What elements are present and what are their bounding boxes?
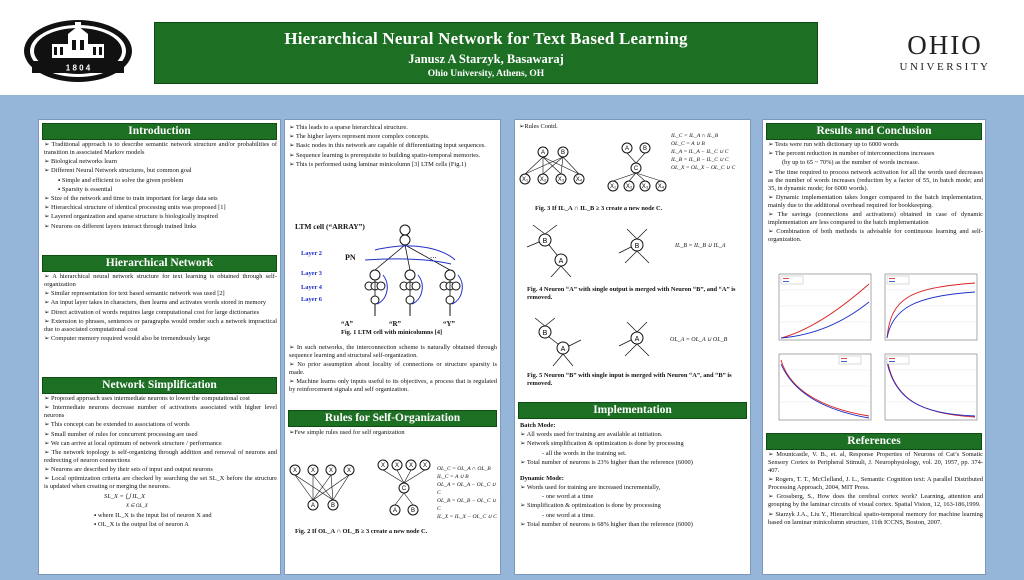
col2-list	[289, 124, 497, 170]
batch-title: Batch Mode:	[520, 422, 556, 429]
dyn-item: ➢ Words used for training are increased incrementally,	[520, 483, 661, 491]
simp-title: Network Simplification	[42, 377, 277, 394]
ref-item: ➢ Starzyk J.A., Liu Y., Hierarchical spatio-temporal memory for machine learning based on laminar minicolumn structure, 11th ICCNS, Boston, 2007.	[768, 510, 983, 526]
letter-y: “Y”	[443, 320, 456, 328]
hnn-item: ➢ A hierarchical neural network structure for text learning is obtained through self-organization	[44, 273, 277, 288]
fig4-equation: IL_B = IL_B ∪ IL_A	[675, 243, 726, 249]
letter-a: “A”	[341, 320, 354, 328]
simp-item: ▪ where IL_X is the input list of neuron X and	[94, 511, 212, 519]
poster-affiliation: Ohio University, Athens, OH	[427, 69, 545, 79]
svg-text:B: B	[542, 330, 548, 337]
poster-title: Hierarchical Neural Network for Text Based Learning	[284, 29, 688, 48]
fig2-eq: OL_C = OL_A ∩ OL_B	[437, 466, 491, 472]
column-1	[38, 119, 281, 575]
layer-4-label: Layer 4	[301, 284, 323, 291]
svg-text:X₄: X₄	[575, 177, 583, 183]
svg-text:B: B	[330, 503, 336, 509]
dyn-item: ➢ Total number of neurons is 68% higher than the reference (6000)	[520, 520, 693, 528]
results-item: ➢ Tests were run with dictionary up to 6000 words	[768, 141, 899, 148]
batch-item: ➢ Total number of neurons is 23% higher than the reference (6000)	[520, 458, 693, 466]
svg-text:X₂: X₂	[625, 184, 633, 190]
letter-r: “R”	[389, 320, 402, 328]
svg-text:B: B	[410, 508, 416, 514]
seal-year: 1 8 0 4	[65, 63, 91, 73]
svg-text:A: A	[310, 503, 316, 509]
col2-item: ➢ This is performed using laminar minicolumn [3] LTM cells (Fig.1)	[289, 160, 467, 168]
svg-text:A: A	[560, 346, 566, 353]
plot-4	[885, 354, 977, 420]
simp-item: ➢ Intermediate neurons decrease number of activations associated with higher level neurons	[44, 404, 277, 420]
svg-text:A: A	[540, 150, 546, 156]
simp-item: ➢ Local optimization criteria are checked by searching the set SL_X before the structure is updated when creating or merging the neurons.	[44, 475, 277, 491]
ohio-university-logo	[880, 32, 1010, 73]
fig5-equation: OL_A = OL_A ∪ OL_B	[670, 337, 728, 343]
fig2-equations	[437, 465, 499, 521]
rules-intro: ➢Few simple rules used for self organization	[289, 429, 405, 436]
intro-item: ➢ Biological networks learn	[44, 158, 117, 166]
fig5-caption: Fig. 5 Neuron “B” with single input is merged with Neuron “A”, and “B” is removed.	[527, 372, 732, 387]
intro-title: Introduction	[42, 123, 277, 140]
intro-item: ➢ Size of the network and time to train important for large data sets	[44, 194, 218, 202]
svg-text:X: X	[408, 463, 414, 469]
fig2-eq: IL_C = A ∪ B	[437, 474, 469, 480]
dyn-title: Dynamic Mode:	[520, 474, 564, 482]
ohio-logo-top: OHIO	[907, 30, 983, 60]
intro-item: ▪ Sparsity is essential	[58, 185, 113, 193]
results-item: ➢ Dynamic implementation takes longer compared to the batch implementation, mainly due to the additional overhead required for bookkeeping.	[768, 193, 983, 209]
fig2-result-diagram	[375, 455, 435, 535]
refs-list	[768, 451, 983, 528]
university-seal-icon	[22, 18, 134, 84]
hnn-item: ➢ Direct activation of words requires large computational cost for large dictionaries	[44, 308, 260, 316]
layer-2-label: Layer 2	[301, 250, 323, 257]
fig3-eq: OL_X = OL_X − OL_C ∪ C	[671, 165, 736, 171]
simp-item: ➢ We can arrive at local optimum of network structure / performance	[44, 439, 222, 447]
rules-title: Rules for Self-Organization	[288, 410, 497, 427]
intro-list	[44, 141, 277, 232]
plot-2	[885, 274, 977, 340]
simp-list	[44, 395, 277, 530]
title-banner	[154, 22, 818, 84]
ltm-label: LTM cell (“ARRAY”)	[295, 222, 365, 231]
svg-text:B: B	[542, 238, 548, 245]
ohio-logo-bottom: UNIVERSITY	[899, 61, 991, 73]
fig2-eq: IL_X = IL_X − OL_C ∪ C	[437, 514, 497, 520]
fig1-caption: Fig. 1 LTM cell with minicolumns [4]	[341, 329, 443, 336]
hnn-item: ➢ Extension to phrases, sentences or paragraphs would render such a network impractical due to associated computational cost	[44, 317, 277, 333]
col2-item: ➢ Basic nodes in this network are capable of differentiating input sequences.	[289, 142, 486, 150]
batch-item: ➢ All words used for training are available at initiation.	[520, 431, 663, 439]
impl-list	[520, 422, 748, 530]
fig2-caption: Fig. 2 If OL_A ∩ OL_B ≥ 3 create a new node C.	[295, 528, 428, 535]
simp-formula: SL_X = ⋃ IL_X	[104, 493, 145, 501]
hnn-title: Hierarchical Network	[42, 255, 277, 272]
ltm-cell-diagram	[355, 220, 495, 320]
poster-authors: Janusz A Starzyk, Basawaraj	[408, 52, 564, 66]
fig3-caption: Fig. 3 If IL_A ∩ IL_B ≥ 3 create a new node C.	[535, 205, 663, 212]
results-plots	[769, 268, 981, 428]
svg-text:A: A	[624, 146, 630, 152]
results-item: ➢ Combination of both methods is advisable for continuous learning and self-organization.	[768, 228, 983, 244]
column-4	[762, 119, 986, 575]
hnn-item: ➢ Similar representation for text based semantic network was used [2]	[44, 290, 225, 298]
impl-title: Implementation	[518, 402, 747, 419]
intro-item: ➢ Neurons on different layers interact through trained links	[44, 222, 197, 230]
svg-text:B: B	[560, 150, 566, 156]
col2-item: ➢ In such networks, the interconnection scheme is naturally obtained through sequence learning and structural self-organization.	[289, 344, 497, 359]
svg-text:A: A	[392, 508, 398, 514]
ref-item: ➢ Rogers, T. T., McClelland, J. L., Semantic Cognition text: A parallel Distributed Processing Approach, 2004, MIT Press.	[768, 476, 983, 492]
results-item: ➢ The savings (connections and activations) obtained in case of dynamic implementation are less compared to the batch implementation	[768, 210, 983, 226]
plot-3	[779, 354, 871, 420]
svg-text:...: ...	[430, 251, 437, 260]
rules-contd: ➢Rules Contd.	[519, 123, 558, 130]
col2-item: ➢ Machine learns only inputs useful to its objectives, a process that is regulated by reinforcement signals and self organization.	[289, 378, 497, 394]
simp-item: ➢ Small number of rules for concurrent processing are used	[44, 430, 198, 438]
ref-item: ➢ Mountcastle, V. B., et. al, Response Properties of Neurons of Cat’s Somatic Sensory Cortex to Peripheral Stimuli, J. Neurophysiology, vol. 20, 1957, pp. 374-407.	[768, 451, 983, 474]
svg-text:C: C	[633, 166, 639, 172]
fig5-diagram	[525, 318, 665, 370]
intro-item: ➢ Hierarchical structure of identical processing units was proposed [1]	[44, 204, 226, 212]
layer-6-label: Layer 6	[301, 296, 323, 303]
ref-item: ➢ Grossberg, S., How does the cerebral cortex work? Learning, attention and grouping by the laminar circuits of visual cortex. Spatial Vision, 12, 163-186,1999.	[768, 493, 983, 509]
col2-item: ➢ Sequence learning is prerequisite to building spatio-temporal memories.	[289, 151, 481, 159]
fig3-eq: IL_B = IL_B − IL_C ∪ C	[671, 157, 729, 163]
svg-text:X: X	[328, 468, 334, 474]
svg-text:B: B	[634, 243, 640, 250]
col2-item: ➢ No prior assumption about locality of connections or structure sparsity is made.	[289, 361, 497, 377]
fig4-caption: Fig. 4 Neuron “A” with single output is merged with Neuron “B”, and “A” is removed.	[527, 286, 736, 301]
layer-3-label: Layer 3	[301, 270, 323, 277]
intro-item: ➢ Traditional approach is to describe semantic network structure and/or probabilities of transition in associated Markov models	[44, 141, 277, 156]
col2-item: ➢ The higher layers represent more complex concepts.	[289, 133, 430, 141]
dyn-item: ➢ Simplification & optimization is done by processing	[520, 502, 661, 510]
svg-text:X₁: X₁	[521, 177, 529, 183]
col2-item: ➢ This leads to a sparse hierarchical structure.	[289, 124, 408, 131]
simp-item: ➢ Neurons are described by their sets of input and output neurons	[44, 466, 213, 474]
simp-formula-sub: X ∈ OL_X	[126, 503, 148, 509]
simp-item: ➢ Proposed approach uses intermediate neurons to lower the computational cost	[44, 395, 250, 402]
results-item: (by up to 65 ~ 70%) as the number of words increase.	[782, 159, 920, 167]
simp-item: ➢ The network topology is self-organizing through addition and removal of neurons and redirecting of neuron connections	[44, 448, 277, 464]
svg-text:X₃: X₃	[641, 184, 649, 190]
plot-1	[779, 274, 871, 340]
fig2-diagram	[287, 455, 373, 525]
results-title: Results and Conclusion	[766, 123, 982, 140]
fig3-diagram	[517, 134, 667, 204]
fig3-eq: OL_C = A ∪ B	[671, 141, 705, 147]
svg-text:B: B	[642, 146, 648, 152]
results-list	[768, 141, 983, 245]
batch-item: - all the words in the training set.	[542, 449, 627, 457]
intro-item: ▪ Simple and efficient to solve the given problem	[58, 176, 184, 184]
svg-text:C: C	[401, 486, 407, 492]
dyn-item: - one word at a time	[542, 493, 594, 501]
pn-label: PN	[345, 253, 356, 262]
column-3	[514, 119, 751, 575]
hnn-item: ➢ An input layer takes in characters, then learns and activates words stored in memory	[44, 299, 267, 307]
hnn-item: ➢ Computer memory required would also be tremendously large	[44, 334, 211, 342]
fig3-eq: IL_C = IL_A ∩ IL_B	[671, 133, 719, 139]
fig3-equations	[671, 132, 749, 172]
svg-text:X: X	[292, 468, 298, 474]
svg-text:A: A	[634, 336, 640, 343]
svg-text:X: X	[394, 463, 400, 469]
hnn-list	[44, 273, 277, 344]
poster-header	[0, 0, 1024, 95]
fig2-eq: OL_B = OL_B − OL_C ∪ C	[437, 498, 497, 512]
fig2-eq: OL_A = OL_A − OL_C ∪ C	[437, 482, 496, 496]
results-item: ➢ The time required to process network activation for all the words used decreases as the number of words increases (reduction by a factor of 55, in batch mode; and 35, in dynamic mode; for 6000 words).	[768, 168, 983, 192]
column-2	[284, 119, 501, 575]
svg-text:X: X	[380, 463, 386, 469]
batch-item: ➢ Network simplification & optimization is done by processing	[520, 440, 684, 448]
intro-item: ➢ Layered organization and sparse structure is biologically inspired	[44, 213, 218, 221]
fig4-diagram	[525, 225, 665, 280]
svg-text:X: X	[422, 463, 428, 469]
svg-text:X₁: X₁	[609, 184, 617, 190]
svg-text:X: X	[346, 468, 352, 474]
svg-text:X₂: X₂	[539, 177, 547, 183]
fig3-eq: IL_A = IL_A − IL_C ∪ C	[671, 149, 729, 155]
col2-list-2	[289, 344, 497, 396]
svg-text:A: A	[558, 258, 564, 265]
results-item: ➢ The percent reduction in number of interconnections increases	[768, 150, 935, 158]
simp-item: ▪ OL_X is the output list of neuron A	[94, 520, 189, 528]
dyn-item: - one word at a time.	[542, 511, 595, 519]
svg-text:X: X	[310, 468, 316, 474]
svg-text:X₃: X₃	[557, 177, 565, 183]
svg-text:X₄: X₄	[657, 184, 665, 190]
refs-title: References	[766, 433, 982, 450]
intro-item: ➢ Different Neural Network structures, but common goal	[44, 167, 192, 175]
simp-item: ➢ This concept can be extended to associations of words	[44, 421, 190, 429]
